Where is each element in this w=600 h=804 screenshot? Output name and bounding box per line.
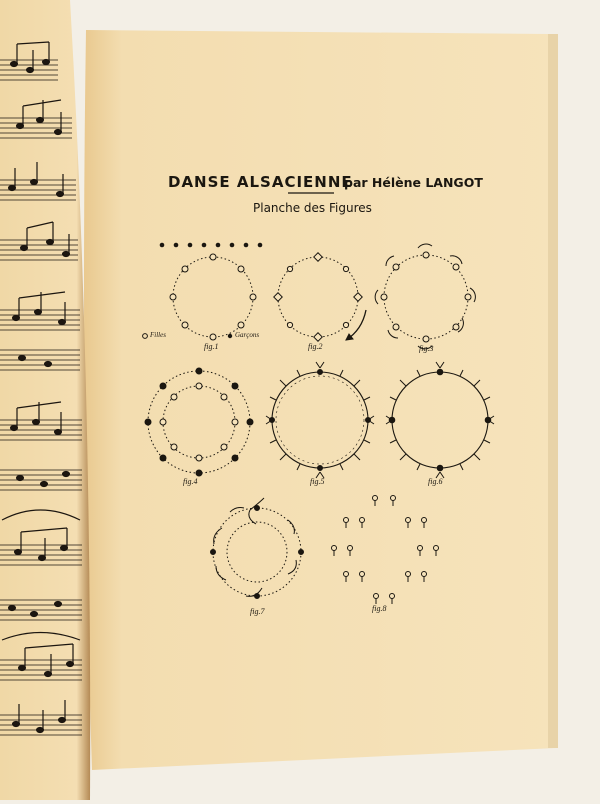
figure-5-label: fig.5 — [310, 477, 325, 486]
figure-2-label: fig.2 — [308, 342, 323, 351]
right-page — [84, 30, 556, 770]
figure-3-label: fig.3 — [419, 344, 434, 353]
document-title: DANSE ALSACIENNE — [168, 173, 353, 191]
figure-7-label: fig.7 — [250, 607, 265, 616]
page-edge — [548, 34, 558, 748]
legend-boys-marker — [228, 334, 232, 338]
figure-1-label: fig.1 — [204, 342, 219, 351]
legend-boys-label: Garçons — [235, 331, 260, 339]
legend-girls-label: Filles — [150, 331, 166, 339]
figure-4-label: fig.4 — [183, 477, 198, 486]
document-subtitle: Planche des Figures — [253, 201, 372, 215]
figure-8-label: fig.8 — [372, 604, 387, 613]
document-author: par Hélène LANGOT — [344, 175, 483, 190]
figure-6-label: fig.6 — [428, 477, 443, 486]
